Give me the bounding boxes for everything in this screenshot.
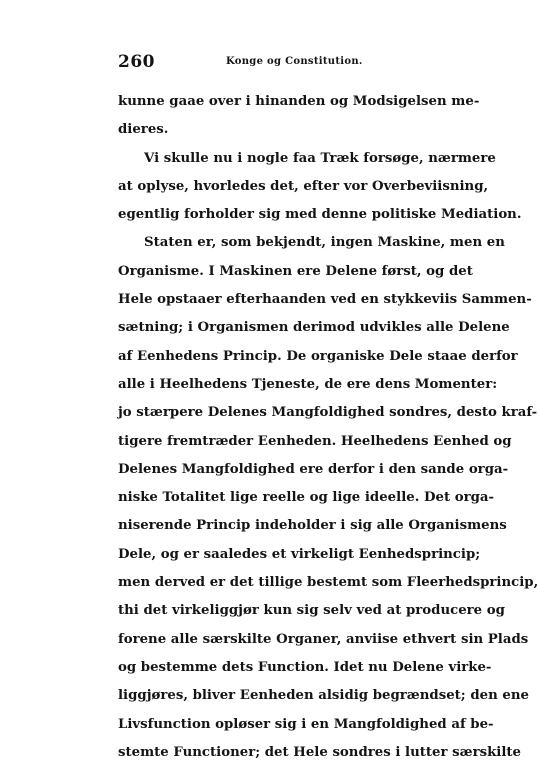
- body-text: [118, 88, 538, 767]
- text-line: niserende Princip indeholder i sig alle Organismens: [118, 518, 507, 534]
- text-line: stemte Functioner; det Hele sondres i lutter særskilte: [118, 744, 521, 760]
- text-line: og bestemme dets Function. Idet nu Delene virke-: [118, 659, 492, 675]
- text-line: Vi skulle nu i nogle faa Træk forsøge, nærmere: [144, 150, 496, 166]
- text-line: dieres.: [118, 122, 169, 138]
- text-line: Hele opstaaer efterhaanden ved en stykkeviis Sammen-: [118, 292, 532, 308]
- page-header: [118, 52, 458, 74]
- text-line: alle i Heelhedens Tjeneste, de ere dens Momenter:: [118, 376, 498, 392]
- text-line: af Eenhedens Princip. De organiske Dele staae derfor: [118, 348, 518, 364]
- text-line: at oplyse, hvorledes det, efter vor Overbeviisning,: [118, 178, 489, 194]
- text-line: egentlig forholder sig med denne politiske Mediation.: [118, 207, 522, 223]
- page-number: 260: [118, 52, 155, 72]
- text-line: Delenes Mangfoldighed ere derfor i den sande orga-: [118, 461, 509, 477]
- text-line: kunne gaae over i hinanden og Modsigelsen me-: [118, 94, 480, 109]
- text-line: thi det virkeliggjør kun sig selv ved at producere og: [118, 603, 505, 619]
- text-line: Dele, og er saaledes et virkeligt Eenhedsprincip;: [118, 546, 481, 562]
- text-line: jo stærpere Delenes Mangfoldighed sondres, desto kraf-: [118, 405, 538, 421]
- text-line: liggjøres, bliver Eenheden alsidig begrændset; den ene: [118, 688, 529, 704]
- text-line: Livsfunction opløser sig i en Mangfoldighed af be-: [118, 716, 494, 732]
- running-title: Konge og Constitution.: [226, 56, 363, 67]
- text-line: Organisme. I Maskinen ere Delene først, og det: [118, 263, 473, 279]
- text-line: niske Totalitet lige reelle og lige ideelle. Det orga-: [118, 490, 495, 506]
- text-line: Staten er, som bekjendt, ingen Maskine, men en: [144, 235, 505, 251]
- text-line: tigere fremtræder Eenheden. Heelhedens Eenhed og: [118, 433, 512, 449]
- text-line: sætning; i Organismen derimod udvikles alle Delene: [118, 320, 510, 336]
- text-line: forene alle særskilte Organer, anviise ethvert sin Plads: [118, 631, 529, 647]
- text-line: men derved er det tillige bestemt som Fleerhedsprincip,: [118, 575, 538, 591]
